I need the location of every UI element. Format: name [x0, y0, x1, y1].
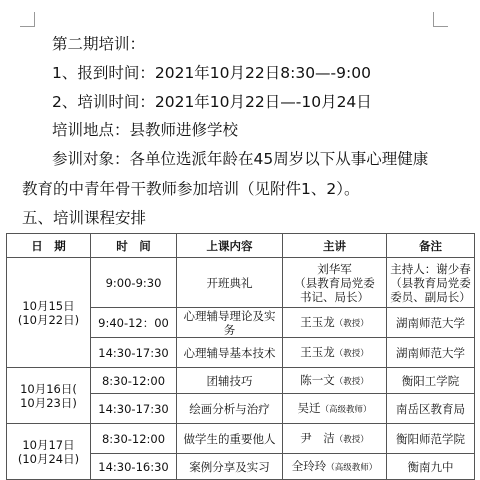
- speaker-title: （教授）: [334, 376, 369, 387]
- date-cell: [7, 368, 91, 424]
- time-cell: 14:30-17:30: [91, 394, 177, 424]
- date-primary: 10月15日: [22, 298, 75, 313]
- note-cell: 湖南师范大学: [387, 338, 475, 368]
- note-cell: 衡南九中: [387, 454, 475, 480]
- speaker-cell: [283, 308, 387, 338]
- content-cell: 心理辅导理论及实务: [177, 308, 283, 338]
- speaker-line: 刘华军: [317, 261, 352, 276]
- note-cell: 衡阳工学院: [387, 368, 475, 394]
- speaker-name: 全玲玲: [291, 458, 327, 473]
- note-cell: 衡阳师范学院: [387, 424, 475, 454]
- header-speaker: 主讲: [283, 234, 387, 258]
- header-content: 上课内容: [177, 234, 283, 258]
- speaker-name: 王玉龙: [300, 314, 335, 329]
- header-date: 日 期: [7, 234, 91, 258]
- speaker-cell: [283, 258, 387, 308]
- speaker-cell: [283, 368, 387, 394]
- note-cell: 湖南师范大学: [387, 308, 475, 338]
- content-cell: 绘画分析与治疗: [177, 394, 283, 424]
- note-cell: [387, 258, 475, 308]
- date-secondary: (10月24日): [17, 451, 80, 466]
- content-cell: 心理辅导基本技术: [177, 338, 283, 368]
- note-line: 主持人：谢少春: [390, 261, 471, 276]
- table-row: [7, 258, 475, 308]
- time-cell: 8:30-12:00: [91, 368, 177, 394]
- date-cell: [7, 258, 91, 368]
- time-cell: 14:30-17:30: [91, 338, 177, 368]
- speaker-name: 陈一文: [300, 372, 335, 387]
- header-time: 时 间: [91, 234, 177, 258]
- note-cell: 南岳区教育局: [387, 394, 475, 424]
- section-heading: 五、培训课程安排: [22, 209, 147, 227]
- participants-line-2: 教育的中青年骨干教师参加培训（见附件1、2）。: [22, 180, 360, 198]
- content-cell: 做学生的重要他人: [177, 424, 283, 454]
- report-time: 1、报到时间：2021年10月22日8:30—-9:00: [52, 64, 371, 82]
- speaker-title: （高级教师）: [320, 404, 372, 415]
- note-line: 委员、副局长）: [390, 289, 471, 304]
- speaker-title: （高级教师）: [326, 462, 378, 473]
- training-time: 2、培训时间：2021年10月22日—-10月24日: [52, 93, 372, 111]
- note-line: （县教育局党委: [390, 275, 471, 290]
- session-title: 第二期培训：: [52, 35, 146, 53]
- speaker-name: 吴迁: [297, 400, 321, 415]
- date-primary: 10月16日(: [20, 381, 77, 396]
- date-primary: 10月17日: [22, 437, 75, 452]
- content-cell: 团辅技巧: [177, 368, 283, 394]
- date-secondary: (10月22日): [17, 312, 80, 327]
- speaker-cell: [283, 338, 387, 368]
- training-location: 培训地点：县教师进修学校: [52, 121, 239, 139]
- time-cell: 9:40-12：00: [91, 308, 177, 338]
- participants-line-1: 参训对象：各单位选派年龄在45周岁以下从事心理健康: [52, 150, 429, 168]
- speaker-cell: [283, 454, 387, 480]
- table-row: [7, 368, 475, 394]
- date-secondary: 10月23日): [20, 395, 77, 410]
- speaker-name: 尹 洁: [300, 430, 335, 445]
- speaker-title: （教授）: [334, 434, 369, 445]
- table-header-row: [7, 234, 475, 258]
- margin-corner-left: [20, 12, 35, 27]
- speaker-line: （县教育局党委: [294, 275, 375, 290]
- speaker-cell: [283, 394, 387, 424]
- date-cell: [7, 424, 91, 480]
- header-note: 备注: [387, 234, 475, 258]
- content-cell: 案例分享及实习: [177, 454, 283, 480]
- schedule-table: [6, 233, 475, 480]
- speaker-line: 书记、局长）: [300, 289, 369, 304]
- table-row: [7, 424, 475, 454]
- margin-corner-right: [433, 12, 448, 27]
- speaker-name: 王玉龙: [300, 344, 335, 359]
- speaker-cell: [283, 424, 387, 454]
- speaker-title: （教授）: [334, 318, 369, 329]
- content-cell: 开班典礼: [177, 258, 283, 308]
- time-cell: 9:00-9:30: [91, 258, 177, 308]
- time-cell: 8:30-12:00: [91, 424, 177, 454]
- time-cell: 14:30-16:30: [91, 454, 177, 480]
- speaker-title: （教授）: [334, 348, 369, 359]
